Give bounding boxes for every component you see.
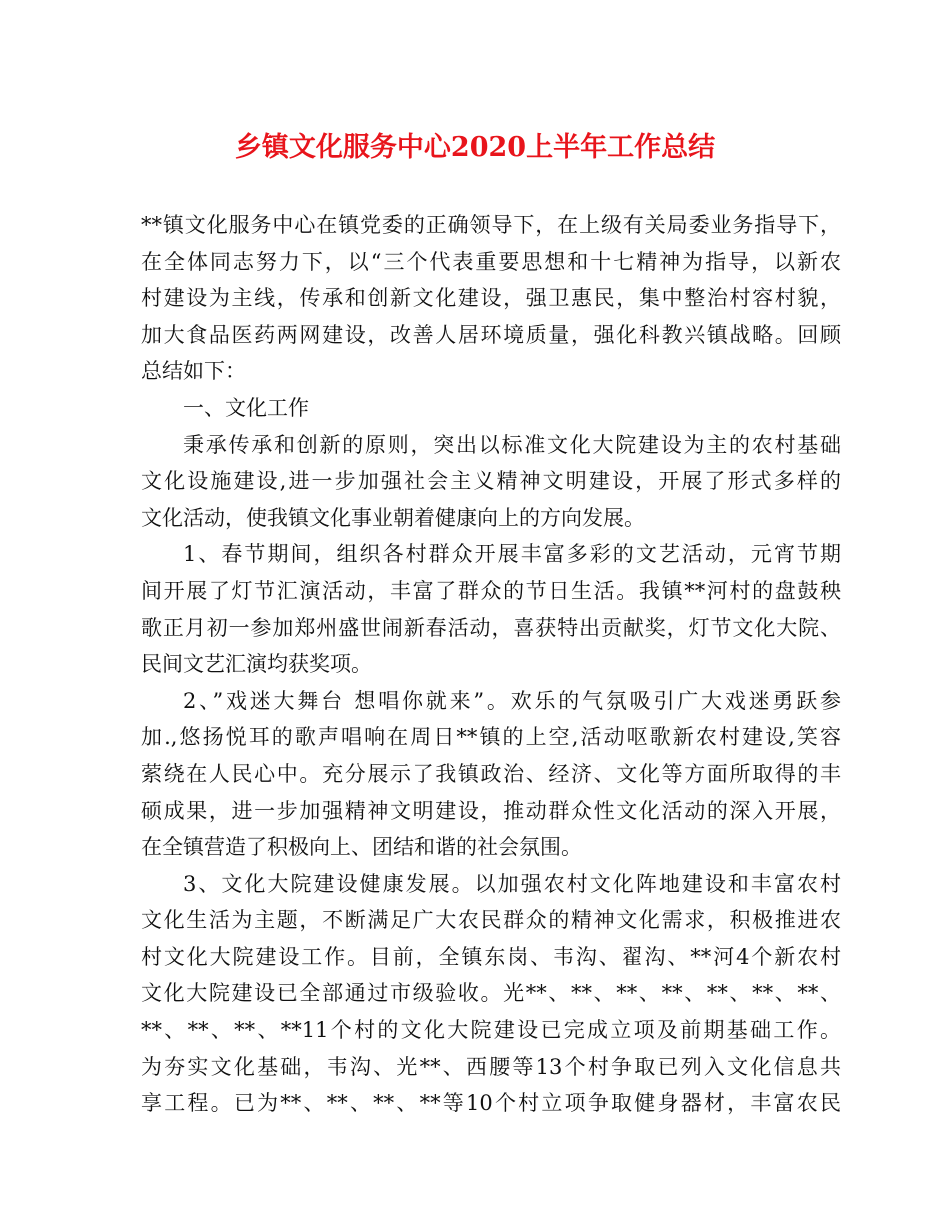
body-line: 加大食品医药两网建设，改善人居环境质量，强化科教兴镇战略。回顾 <box>141 322 841 347</box>
body-line: 1、春节期间，组织各村群众开展丰富多彩的文艺活动，元宵节期 <box>183 542 841 567</box>
body-line: 一、文化工作 <box>183 395 309 420</box>
body-line: 萦绕在人民心中。充分展示了我镇政治、经济、文化等方面所取得的丰 <box>141 761 841 786</box>
body-line: 文化设施建设,进一步加强社会主义精神文明建设，开展了形式多样的 <box>141 469 841 494</box>
document-title: 乡镇文化服务中心2020上半年工作总结 <box>234 132 716 163</box>
body-line: 文化大院建设已全部通过市级验收。光**、**、**、**、**、**、**、 <box>141 981 841 1006</box>
body-line: 秉承传承和创新的原则，突出以标准文化大院建设为主的农村基础 <box>183 432 841 457</box>
body-line: 间开展了灯节汇演活动，丰富了群众的节日生活。我镇**河村的盘鼓秧 <box>141 578 841 603</box>
document-body <box>141 207 841 1122</box>
body-line: 总结如下： <box>141 359 246 384</box>
body-line: 加.,悠扬悦耳的歌声唱响在周日**镇的上空,活动呕歌新农村建设,笑容 <box>141 725 841 750</box>
body-line: 在全镇营造了积极向上、团结和谐的社会氛围。 <box>141 835 582 860</box>
body-line: 硕成果，进一步加强精神文明建设，推动群众性文化活动的深入开展， <box>141 798 841 823</box>
body-line: **、**、**、**11个村的文化大院建设已完成立项及前期基础工作。 <box>141 1018 841 1043</box>
body-line: 在全体同志努力下，以“三个代表重要思想和十七精神为指导，以新农 <box>141 249 841 274</box>
body-line: 文化活动，使我镇文化事业朝着健康向上的方向发展。 <box>141 505 645 530</box>
body-line: 歌正月初一参加郑州盛世闹新春活动，喜获特出贡献奖，灯节文化大院、 <box>141 615 841 640</box>
body-line: 民间文艺汇演均获奖项。 <box>141 652 372 677</box>
body-line: 3、文化大院建设健康发展。以加强农村文化阵地建设和丰富农村 <box>183 871 841 896</box>
body-line: **镇文化服务中心在镇党委的正确领导下，在上级有关局委业务指导下， <box>141 213 841 237</box>
body-line: 文化生活为主题，不断满足广大农民群众的精神文化需求，积极推进农 <box>141 908 841 933</box>
body-line: 2、”戏迷大舞台 想唱你就来”。欢乐的气氛吸引广大戏迷勇跃参 <box>183 688 841 713</box>
body-line: 为夯实文化基础，韦沟、光**、西腰等13个村争取已列入文化信息共 <box>141 1054 841 1079</box>
body-line: 享工程。已为**、**、**、**等10个村立项争取健身器材，丰富农民 <box>141 1091 841 1116</box>
body-line: 村文化大院建设工作。目前，全镇东岗、韦沟、翟沟、**河4个新农村 <box>141 944 841 969</box>
body-line: 村建设为主线，传承和创新文化建设，强卫惠民，集中整治村容村貌， <box>141 286 841 311</box>
